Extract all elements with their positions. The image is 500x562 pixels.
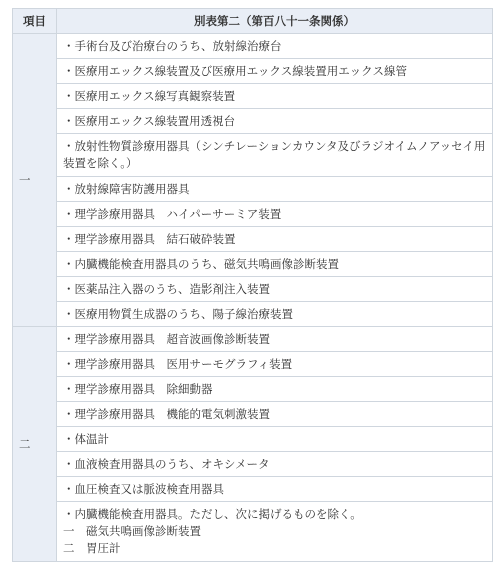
table-cell: ・理学診療用器具 超音波画像診断装置: [57, 327, 493, 352]
sublist-item: 一 磁気共鳴画像診断装置: [63, 524, 201, 538]
table-cell: ・体温計: [57, 427, 493, 452]
table-row: [13, 402, 493, 427]
table-row: [13, 59, 493, 84]
table-row: [13, 84, 493, 109]
table-row: [13, 134, 493, 177]
table-cell: ・理学診療用器具 ハイパーサーミア装置: [57, 202, 493, 227]
header-key: 項目: [13, 9, 57, 34]
sublist-item: 二 胃圧計: [63, 541, 121, 555]
table-cell: ・理学診療用器具 結石破砕装置: [57, 227, 493, 252]
group-key: 一: [13, 34, 57, 327]
table-row: [13, 227, 493, 252]
appendix-table: [12, 8, 493, 562]
cell-main-text: ・内臓機能検査用器具。ただし、次に掲げるものを除く。: [63, 507, 362, 521]
table-cell: ・内臓機能検査用器具のうち、磁気共鳴画像診断装置: [57, 252, 493, 277]
header-value: 別表第二（第百八十一条関係）: [57, 9, 493, 34]
table-row: [13, 502, 493, 562]
table-row: [13, 427, 493, 452]
table-row: [13, 109, 493, 134]
table-row: [13, 452, 493, 477]
table-row: [13, 34, 493, 59]
table-cell-with-sublist: [57, 502, 493, 562]
table-row: [13, 252, 493, 277]
table-row: [13, 277, 493, 302]
table-row: [13, 177, 493, 202]
table-header-row: [13, 9, 493, 34]
table-cell: ・医薬品注入器のうち、造影剤注入装置: [57, 277, 493, 302]
table-cell: ・医療用エックス線写真観察装置: [57, 84, 493, 109]
table-row: [13, 377, 493, 402]
table-cell: ・医療用エックス線装置用透視台: [57, 109, 493, 134]
table-cell: ・理学診療用器具 除細動器: [57, 377, 493, 402]
table-row: [13, 302, 493, 327]
table-row: [13, 327, 493, 352]
table-cell: ・理学診療用器具 機能的電気刺激装置: [57, 402, 493, 427]
table-row: [13, 202, 493, 227]
table-row: [13, 477, 493, 502]
table-cell: ・理学診療用器具 医用サーモグラフィ装置: [57, 352, 493, 377]
table-cell: ・医療用エックス線装置及び医療用エックス線装置用エックス線管: [57, 59, 493, 84]
table-cell: ・放射性物質診療用器具（シンチレーションカウンタ及びラジオイムノアッセイ用装置を除く。）: [57, 134, 493, 177]
table-cell: ・放射線障害防護用器具: [57, 177, 493, 202]
table-cell: ・医療用物質生成器のうち、陽子線治療装置: [57, 302, 493, 327]
group-key: 二: [13, 327, 57, 562]
table-cell: ・血液検査用器具のうち、オキシメータ: [57, 452, 493, 477]
table-row: [13, 352, 493, 377]
table-cell: ・血圧検査又は脈波検査用器具: [57, 477, 493, 502]
table-cell: ・手術台及び治療台のうち、放射線治療台: [57, 34, 493, 59]
